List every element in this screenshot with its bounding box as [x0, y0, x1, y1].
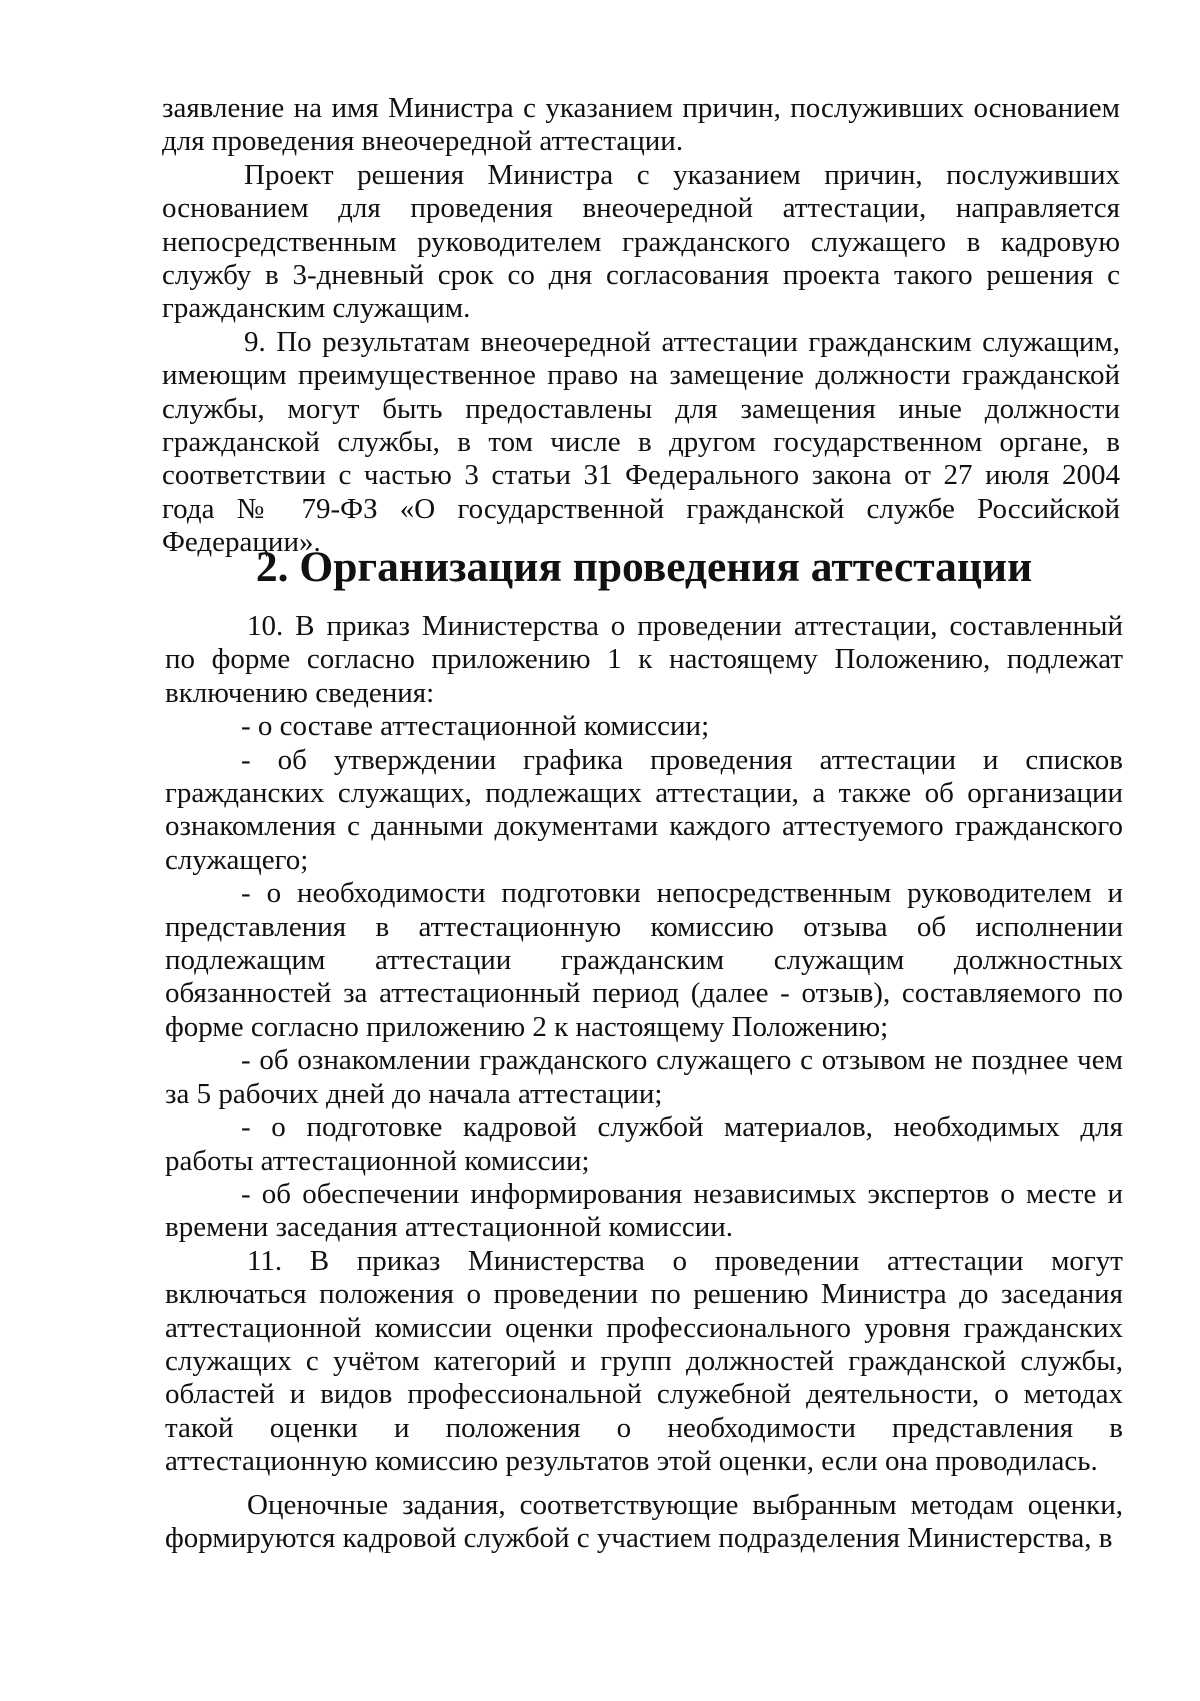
- paragraph-item-11: 11. В приказ Министерства о проведении аттестации могут включаться положения о проведении по решению Министра до заседания аттестационной комиссии оценки профессионального уровня гражданских служащих с учётом категорий и групп должностей гражданской службы, областей и видов профессиональной служебной деятельности, о методах такой оценки и положения о необходимости представления в аттестационную комиссию результатов этой оценки, если она проводилась.: [165, 1244, 1123, 1478]
- paragraph-continuation: заявление на имя Министра с указанием причин, послуживших основанием для проведения внеочередной аттестации.: [162, 92, 1120, 158]
- list-item-review-preparation: - о необходимости подготовки непосредственным руководителем и представления в аттестационную комиссию отзыва об исполнении подлежащим аттестации гражданским служащим должностных обязанностей за аттестационный период (далее - отзыв), составляемого по форме согласно приложению 2 к настоящему Положению;: [165, 877, 1123, 1043]
- list-item-materials-preparation: - о подготовке кадровой службой материалов, необходимых для работы аттестационной комиссии;: [165, 1111, 1123, 1177]
- list-item-experts-notification: - об обеспечении информирования независимых экспертов о месте и времени заседания аттестационной комиссии.: [165, 1177, 1123, 1244]
- list-item-schedule-approval: - об утверждении графика проведения аттестации и списков гражданских служащих, подлежащих аттестации, а также об организации ознакомления с данными документами каждого аттестуемого гражданского служащего;: [165, 743, 1123, 876]
- paragraph-item-10: 10. В приказ Министерства о проведении аттестации, составленный по форме согласно приложению 1 к настоящему Положению, подлежат включению сведения:: [165, 610, 1123, 709]
- paragraph-item-9: 9. По результатам внеочередной аттестации гражданским служащим, имеющим преимущественное право на замещение должности гражданской службы, могут быть предоставлены для замещения иные должности гражданской службы, в том числе в другом государственном органе, в соответствии с частью 3 статьи 31 Федерального закона от 27 июля 2004 года № 79-ФЗ «О государственной гражданской службе Российской Федерации».: [162, 325, 1120, 559]
- list-item-review-familiarization: - об ознакомлении гражданского служащего с отзывом не позднее чем за 5 рабочих дней до начала аттестации;: [165, 1044, 1123, 1110]
- list-item-commission-composition: - о составе аттестационной комиссии;: [241, 710, 710, 743]
- paragraph-assessment-tasks: Оценочные задания, соответствующие выбранным методам оценки, формируются кадровой службой с участием подразделения Министерства, в: [165, 1488, 1123, 1554]
- section-heading: 2. Организация проведения аттестации: [255, 543, 1033, 591]
- document-text-section: [165, 610, 1123, 1555]
- paragraph-project-decision: Проект решения Министра с указанием причин, послуживших основанием для проведения внеочередной аттестации, направляется непосредственным руководителем гражданского служащего в кадровую службу в 3-дневный срок со дня согласования проекта такого решения с гражданским служащим.: [162, 158, 1120, 325]
- document-text-top: [162, 92, 1120, 560]
